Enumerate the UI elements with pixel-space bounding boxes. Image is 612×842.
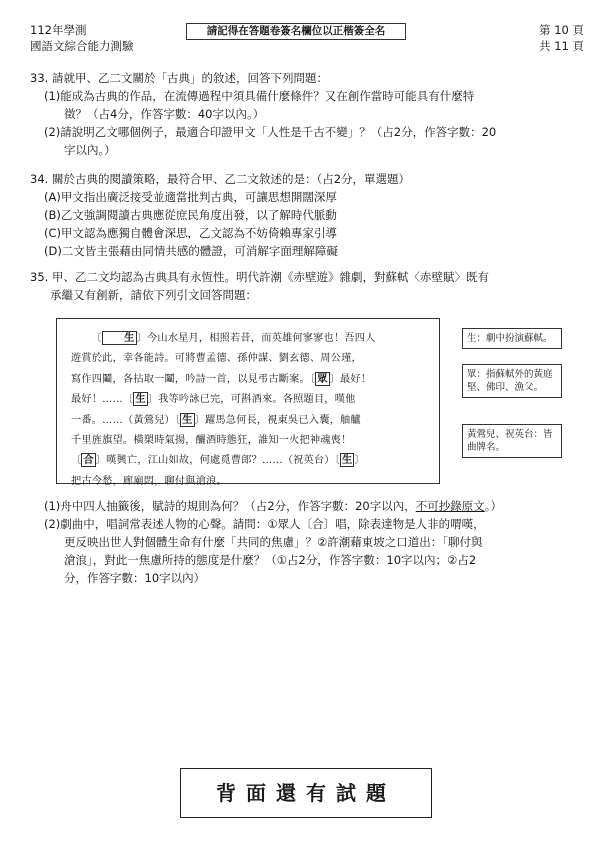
passage-line: 寫作四鬮，各拈取一鬮，吟詩一首，以見弔古斷案。〔 眾 〕最好！ — [71, 372, 372, 385]
note-zhong: 眾：指蘇軾外的黃庭堅、佛印、漁父。 — [462, 364, 562, 398]
no-copy-note: 不可抄錄原文 — [415, 499, 485, 513]
question-34 — [30, 170, 590, 260]
q35-part2 — [30, 515, 590, 587]
continue-on-back-notice: 背面還有試題 — [180, 768, 432, 818]
q35-part1: (1)舟中四人抽籤後，賦詩的規則為何？（占2分，作答字數：20字以內，不可抄錄原文。） — [44, 499, 502, 513]
q33-p2-line1: (2)請說明乙文哪個例子，最適合印證甲文「人性是千古不變」？（占2分，作答字數：20 — [44, 125, 497, 139]
note-qupai: 黃鶯兒、祝英台：皆曲牌名。 — [462, 424, 562, 458]
passage-line: 千里旌旗望。橫槊時氣揚，釃酒時態狂，誰知一火把神魂喪！ — [71, 435, 352, 447]
page-number — [506, 22, 584, 54]
q35-p2-line4: 分，作答字數：10字以內） — [64, 571, 206, 585]
question-33 — [30, 69, 590, 159]
signature-reminder: 請記得在答題卷簽名欄位以正楷簽全名 — [186, 23, 406, 40]
passage-line: 〔 合 〕嘆興亡，江山如故，何處覓曹郎？……（祝英台）〔 生 〕 — [71, 454, 365, 467]
passage-line: 把古今愁，廊廟悶，聊付與滄浪。 — [71, 475, 227, 487]
q35-stem-line1: 35. 甲、乙二文均認為古典具有永恆性。明代許潮《赤壁遊》雜劇，對蘇軾〈赤壁賦〉既有 — [30, 270, 489, 284]
q35-p2-line2: 更反映出世人對個體生命有什麼「共同的焦慮」？②許潮藉東坡之口道出：「聊付與 — [64, 535, 483, 549]
q34-option-b: (B)乙文強調閱讀古典應從庶民角度出發，以了解時代脈動 — [44, 208, 337, 222]
quoted-passage — [56, 318, 440, 487]
q35-p2-line3: 滄浪」，對此一焦慮所持的態度是什麼？（①占2分，作答字數：10字以內；②占2 — [64, 553, 477, 567]
q34-option-a: (A)甲文指出廣泛接受並適當批判古典，可讓思想開闊深厚 — [44, 190, 337, 204]
q35-p2-line1: (2)劇曲中，唱詞常表述人物的心聲。請問：①眾人〔合〕唱，除表達物是人非的喟嘆， — [44, 517, 485, 531]
role-tag: 生 — [341, 454, 353, 467]
page-total: 共 11 頁 — [539, 39, 584, 53]
q34-option-d: (D)二文皆主張藉由同情共感的體證，可消解字面理解障礙 — [44, 244, 338, 258]
role-tag: 生 — [182, 413, 193, 426]
exam-year: 112年學測 — [30, 23, 87, 37]
q33-p1-line1: (1)能成為古典的作品，在流傳過程中須具備什麼條件？又在創作當時可能具有什麼特 — [44, 89, 475, 103]
q34-stem: 34. 關於古典的閱讀策略，最符合甲、乙二文敘述的是：（占2分，單選題） — [30, 172, 411, 186]
role-tag: 合 — [83, 454, 94, 467]
q35-subquestions — [30, 497, 590, 587]
q33-p1-line2: 徵？（占4分，作答字數：40字以內。） — [64, 107, 265, 121]
role-tag: 眾 — [317, 372, 328, 385]
q33-p2-line2: 字以內。） — [64, 143, 116, 157]
passage-line: 〔 生 〕今山水星月，相照若昔，而英雄何寥寥也！吾四人 — [91, 332, 376, 344]
q33-part2 — [30, 123, 590, 159]
q35-stem-line2: 承繼又有創新，請依下列引文回答問題： — [50, 288, 257, 302]
passage-line: 一番。……（黃鶯兒）〔 生 〕躍馬急何長，視東吳已入囊，舳艫 — [71, 413, 361, 426]
q34-option-c: (C)甲文認為應獨自體會深思，乙文認為不妨倚賴專家引導 — [44, 226, 337, 240]
q33-stem: 33. 請就甲、乙二文關於「古典」的敘述，回答下列問題： — [30, 71, 328, 85]
passage-line: 遊賞於此，幸各能詩。可將曹孟德、孫仲謀、劉玄德、周公瑾， — [71, 353, 362, 365]
note-sheng: 生：劇中扮演蘇軾。 — [462, 328, 562, 349]
exam-title — [30, 22, 134, 54]
page-current: 第 10 頁 — [539, 23, 584, 37]
role-tag: 生 — [135, 393, 146, 406]
exam-subject: 國語文綜合能力測驗 — [30, 39, 134, 53]
q33-part1 — [30, 87, 590, 123]
role-tag: 生 — [102, 331, 137, 345]
question-35 — [30, 268, 590, 304]
passage-line: 最好！……〔 生 〕我等吟詠已完，可斟酒來。各照題目，嘆他 — [71, 393, 356, 406]
